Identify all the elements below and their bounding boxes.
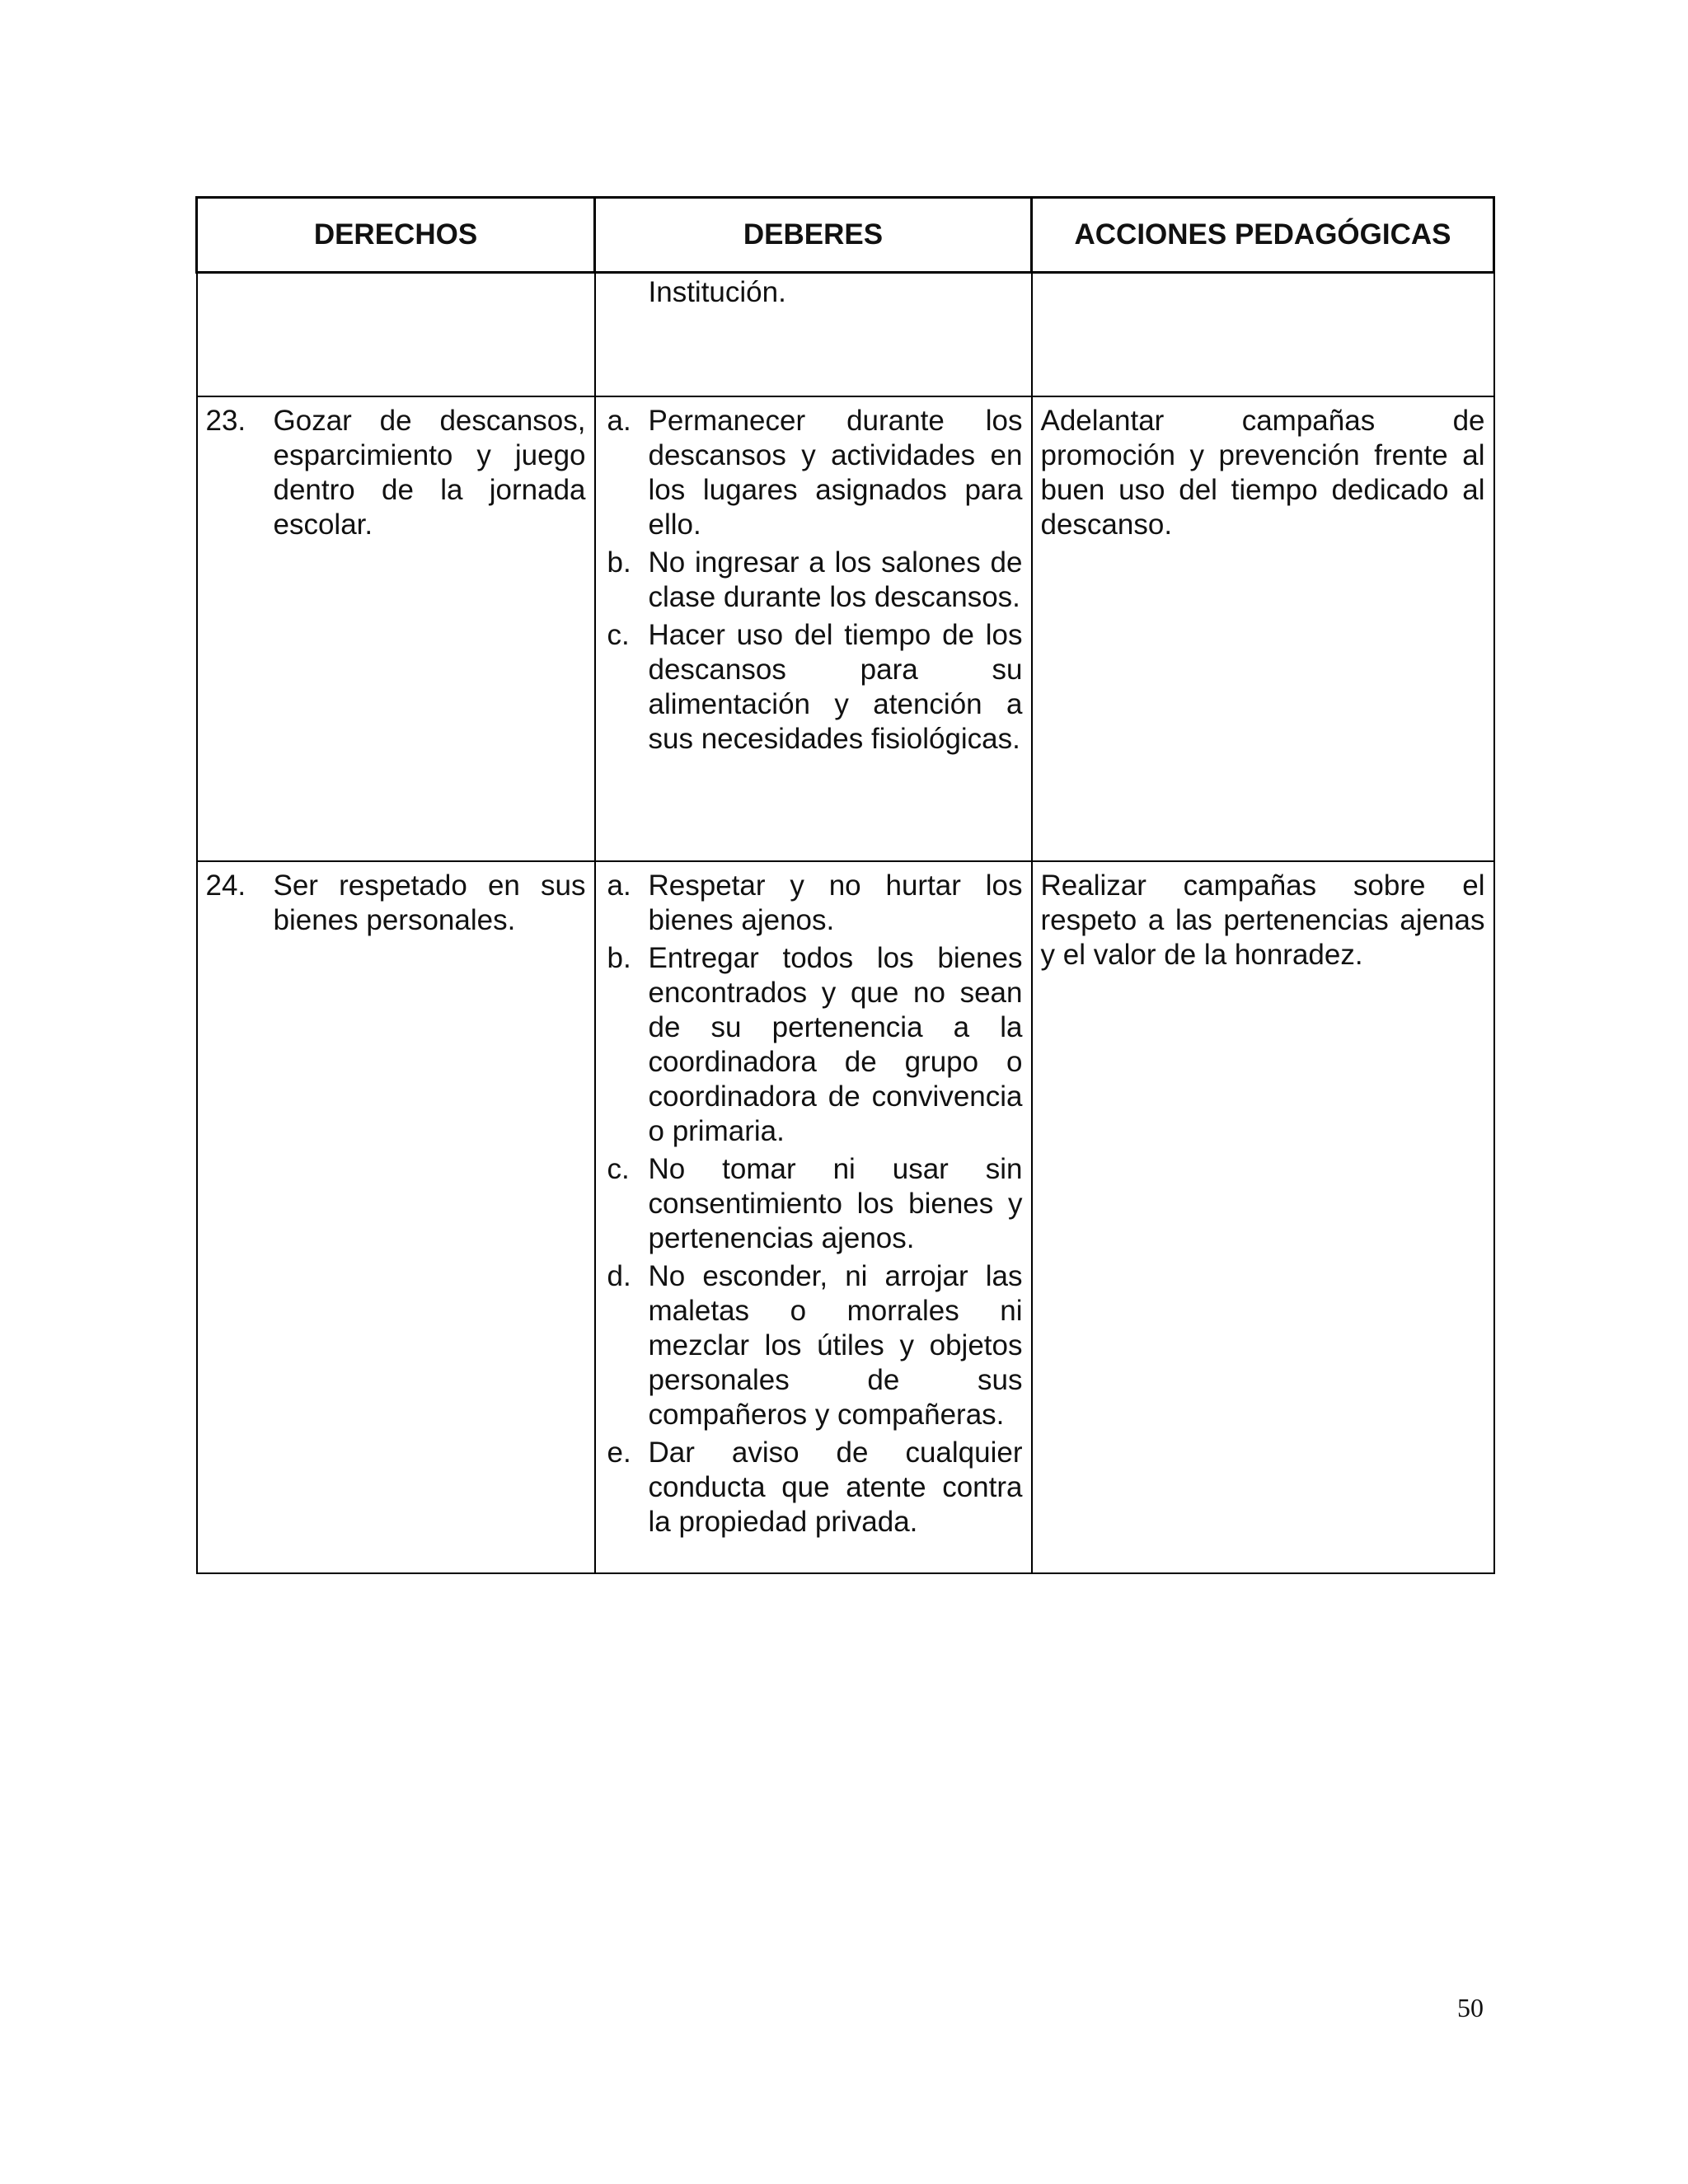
cell-action-23: [1032, 396, 1494, 861]
cell-right-empty: [197, 273, 595, 397]
duty-letter: a.: [607, 869, 631, 902]
right-text: Ser respetado en sus bienes personales.: [273, 869, 586, 936]
duty-letter: a.: [607, 405, 631, 437]
cell-right-23: [197, 396, 595, 861]
right-number: 24.: [205, 869, 246, 902]
duty-text: Entregar todos los bienes encontrados y que no sean de su pertenencia a la coordinadora de grupo o coordinadora de convivencia o primaria.: [648, 942, 1023, 1147]
duty-text: No tomar ni usar sin consentimiento los bienes y pertenencias ajenos.: [648, 1153, 1023, 1254]
duty-text: Respetar y no hurtar los bienes ajenos.: [648, 869, 1023, 936]
header-row: [197, 198, 1494, 273]
duty-item: [607, 546, 1023, 615]
duty-letter: b.: [607, 942, 631, 974]
action-text: Adelantar campañas de promoción y prevención frente al buen uso del tiempo dedicado al descanso.: [1040, 405, 1485, 541]
duty-item: [607, 618, 1023, 757]
duty-letter: d.: [607, 1260, 631, 1292]
duty-item: [607, 869, 1023, 938]
duty-item: [607, 1259, 1023, 1432]
duty-text: Permanecer durante los descansos y actividades en los lugares asignados para ello.: [648, 405, 1023, 541]
right-number: 23.: [205, 405, 246, 437]
duty-item: [607, 1152, 1023, 1256]
table-row-24: [197, 861, 1494, 1573]
header-deberes: DEBERES: [595, 198, 1032, 273]
table-row-23: [197, 396, 1494, 861]
duty-item: [607, 941, 1023, 1149]
duty-letter: e.: [607, 1436, 631, 1469]
duty-continuation-text: Institución.: [648, 276, 786, 308]
cell-duty-continuation: [595, 273, 1032, 397]
header-acciones: ACCIONES PEDAGÓGICAS: [1032, 198, 1494, 273]
header-derechos: DERECHOS: [197, 198, 595, 273]
page-number: 50: [1457, 1993, 1484, 2022]
duty-text: No ingresar a los salones de clase durante los descansos.: [648, 546, 1023, 613]
duty-letter: b.: [607, 546, 631, 579]
duty-text: Dar aviso de cualquier conducta que atente contra la propiedad privada.: [648, 1436, 1023, 1538]
duty-letter: c.: [607, 619, 630, 651]
rights-duties-table: [195, 196, 1495, 1574]
cell-action-empty: [1032, 273, 1494, 397]
duty-letter: c.: [607, 1153, 630, 1185]
table-row-continuation: [197, 273, 1494, 397]
cell-duties-23: [595, 396, 1032, 861]
cell-action-24: [1032, 861, 1494, 1573]
duty-text: No esconder, ni arrojar las maletas o morrales ni mezclar los útiles y objetos personales de sus compañeros y compañeras.: [648, 1260, 1023, 1431]
duty-item: [607, 404, 1023, 542]
cell-duties-24: [595, 861, 1032, 1573]
right-text: Gozar de descansos, esparcimiento y juego dentro de la jornada escolar.: [273, 405, 586, 541]
action-text: Realizar campañas sobre el respeto a las pertenencias ajenas y el valor de la honradez.: [1040, 869, 1485, 971]
duty-item: [607, 1436, 1023, 1540]
duty-text: Hacer uso del tiempo de los descansos para su alimentación y atención a sus necesidades fisiológicas.: [648, 619, 1023, 755]
cell-right-24: [197, 861, 595, 1573]
